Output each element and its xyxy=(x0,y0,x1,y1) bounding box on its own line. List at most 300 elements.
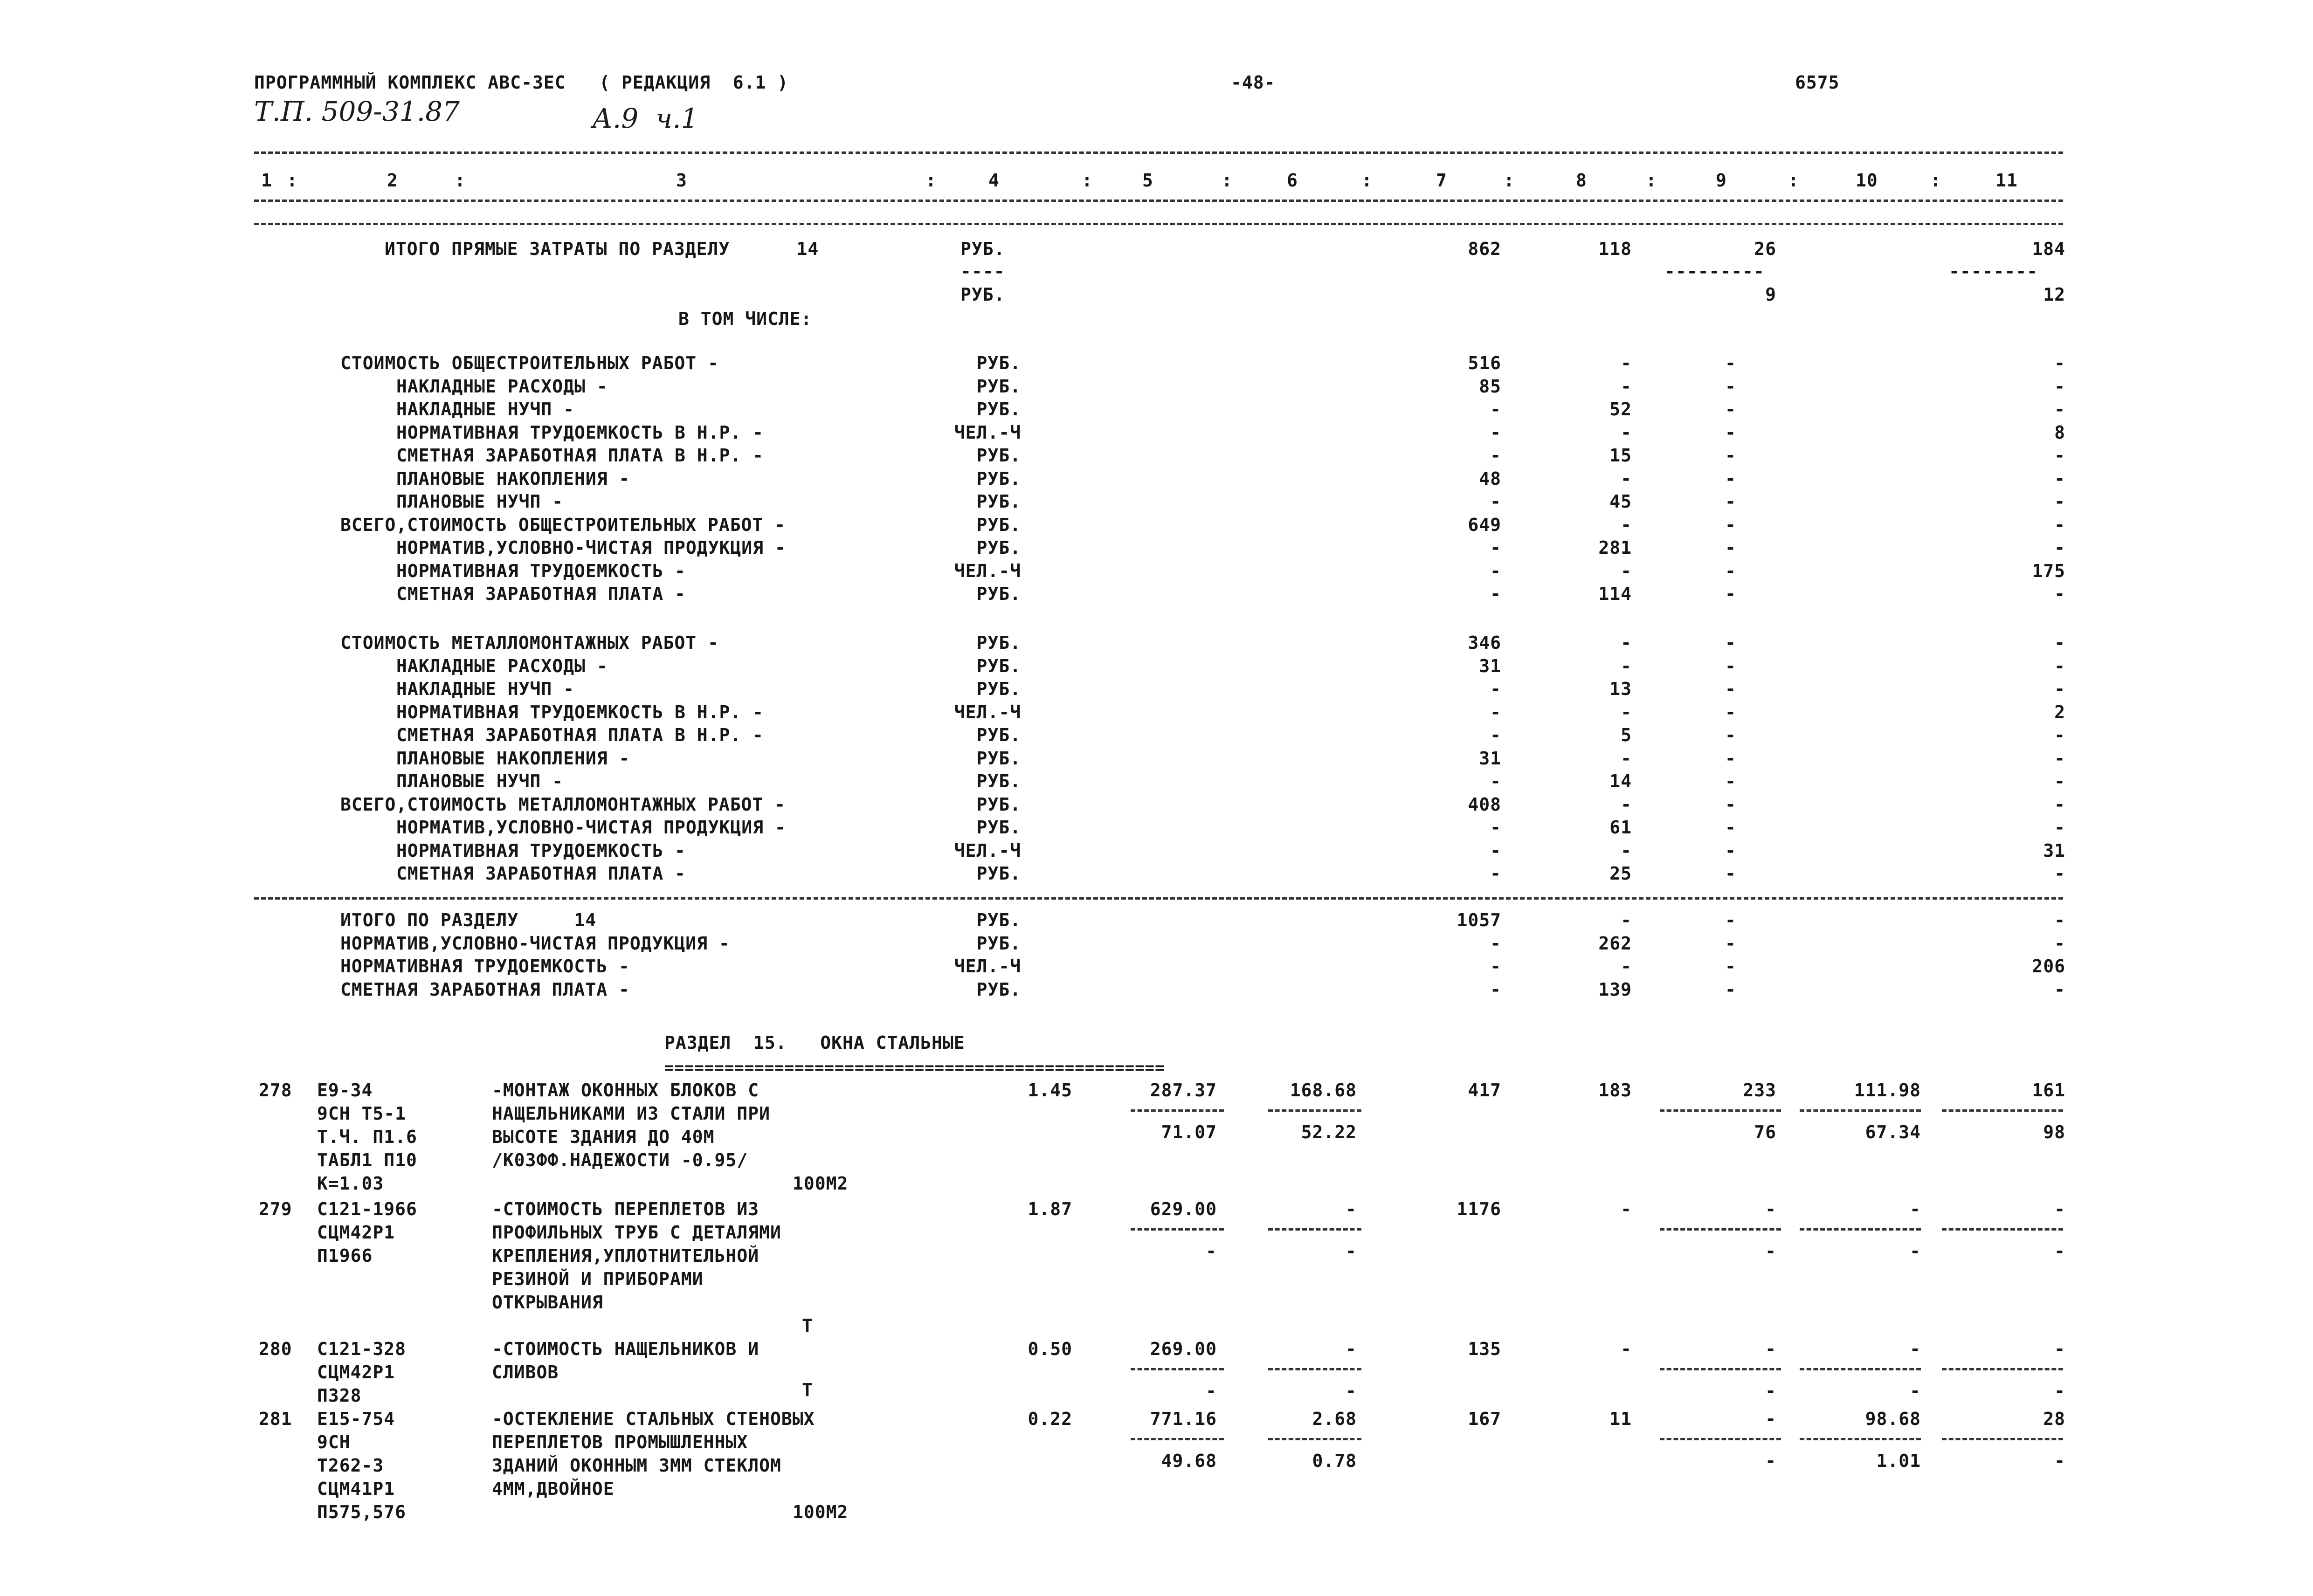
item-c7: 417 xyxy=(1468,1080,1501,1101)
item-value-rule xyxy=(1942,1368,2063,1370)
row-label: СТОИМОСТЬ ОБЩЕСТРОИТЕЛЬНЫХ РАБОТ - xyxy=(340,353,719,373)
row-c7: - xyxy=(1490,491,1501,512)
column-header-7: 7 xyxy=(1436,170,1447,191)
section-underline: ================================================== xyxy=(664,1059,1165,1077)
item-code: СЦМ41Р1 xyxy=(317,1479,395,1499)
item-code: СЦМ42Р1 xyxy=(317,1222,395,1243)
item-c10b: 1.01 xyxy=(1876,1451,1921,1471)
item-c5: 287.37 xyxy=(1150,1080,1217,1101)
item-value-rule xyxy=(1131,1368,1224,1370)
row-c7: - xyxy=(1490,979,1501,1000)
row-c11: - xyxy=(2054,979,2065,1000)
row-c11: - xyxy=(2054,633,2065,653)
row-c11: - xyxy=(2054,376,2065,397)
item-code: СЦМ42Р1 xyxy=(317,1362,395,1383)
column-separator: : xyxy=(1361,170,1373,191)
row-c8: 61 xyxy=(1609,817,1632,838)
item-value-rule xyxy=(1660,1368,1781,1370)
row-c9: - xyxy=(1725,794,1736,815)
row-c8: - xyxy=(1621,353,1632,373)
row-c7: 31 xyxy=(1479,748,1501,769)
item-c9b: - xyxy=(1765,1381,1776,1401)
item-value-rule xyxy=(1131,1228,1224,1231)
header-bottom-rule-2 xyxy=(254,223,2063,225)
item-description: -ОСТЕКЛЕНИЕ СТАЛЬНЫХ СТЕНОВЫХ xyxy=(492,1409,815,1429)
row-c8: 45 xyxy=(1609,491,1632,512)
item-c4: 0.22 xyxy=(1028,1409,1072,1429)
row-label: НОРМАТИВНАЯ ТРУДОЕМКОСТЬ - xyxy=(396,840,686,861)
row-c11: - xyxy=(2054,817,2065,838)
row-label: СМЕТНАЯ ЗАРАБОТНАЯ ПЛАТА - xyxy=(340,979,630,1000)
row-c9: - xyxy=(1725,725,1736,745)
row-c8: 14 xyxy=(1609,771,1632,791)
item-c8: - xyxy=(1621,1339,1632,1359)
header-bottom-rule xyxy=(254,200,2063,202)
item-code: Т262-3 xyxy=(317,1455,384,1476)
row-label: СМЕТНАЯ ЗАРАБОТНАЯ ПЛАТА В Н.Р. - xyxy=(396,725,764,745)
column-header-9: 9 xyxy=(1716,170,1727,191)
item-code: Е9-34 xyxy=(317,1080,373,1101)
row-c9: - xyxy=(1725,422,1736,443)
item-c4: 1.45 xyxy=(1028,1080,1072,1101)
item-description: ОТКРЫВАНИЯ xyxy=(492,1292,603,1313)
row-c9: - xyxy=(1725,771,1736,791)
item-c11: - xyxy=(2054,1339,2065,1359)
row-c8: 25 xyxy=(1609,863,1632,884)
row-unit: ЧЕЛ.-Ч xyxy=(954,840,1021,861)
row-unit: РУБ. xyxy=(976,376,1021,397)
item-description: КРЕПЛЕНИЯ,УПЛОТНИТЕЛЬНОЙ xyxy=(492,1245,759,1266)
item-code: Е15-754 xyxy=(317,1409,395,1429)
row-c7: 85 xyxy=(1479,376,1501,397)
row-c7: 649 xyxy=(1468,515,1501,535)
row-label: НАКЛАДНЫЕ НУЧП - xyxy=(396,679,575,699)
item-value-rule xyxy=(1268,1109,1361,1112)
item-code: П328 xyxy=(317,1385,362,1406)
row-label: НОРМАТИВ,УСЛОВНО-ЧИСТАЯ ПРОДУКЦИЯ - xyxy=(396,817,786,838)
row-c11: - xyxy=(2054,794,2065,815)
row-label: СМЕТНАЯ ЗАРАБОТНАЯ ПЛАТА - xyxy=(396,863,686,884)
row-c9: - xyxy=(1725,817,1736,838)
item-c10: - xyxy=(1910,1199,1921,1219)
row-c9: - xyxy=(1725,584,1736,604)
row-c8: - xyxy=(1621,702,1632,722)
row-c9: - xyxy=(1725,353,1736,373)
item-description: НАЩЕЛЬНИКАМИ ИЗ СТАЛИ ПРИ xyxy=(492,1103,770,1124)
item-value-rule xyxy=(1800,1109,1921,1112)
row-label: НАКЛАДНЫЕ НУЧП - xyxy=(396,399,575,420)
row-label: НОРМАТИВНАЯ ТРУДОЕМКОСТЬ - xyxy=(340,956,630,977)
row-unit: РУБ. xyxy=(976,817,1021,838)
row-label: НОРМАТИВНАЯ ТРУДОЕМКОСТЬ - xyxy=(396,561,686,581)
item-c9b: - xyxy=(1765,1241,1776,1261)
row-label: НАКЛАДНЫЕ РАСХОДЫ - xyxy=(396,656,608,676)
item-c11b: 98 xyxy=(2043,1122,2065,1142)
row-unit: ЧЕЛ.-Ч xyxy=(954,702,1021,722)
row-c9: - xyxy=(1725,748,1736,769)
item-c9b: 76 xyxy=(1754,1122,1776,1142)
row-unit: РУБ. xyxy=(976,679,1021,699)
item-c6b: 52.22 xyxy=(1301,1122,1357,1142)
item-code: С121-1966 xyxy=(317,1199,417,1219)
item-value-rule xyxy=(1131,1109,1224,1112)
row-c11: - xyxy=(2054,445,2065,466)
row-c9: - xyxy=(1725,561,1736,581)
item-description: -МОНТАЖ ОКОННЫХ БЛОКОВ С xyxy=(492,1080,759,1101)
item-c4: 1.87 xyxy=(1028,1199,1072,1219)
item-c10b: 67.34 xyxy=(1865,1122,1921,1142)
row-c9: - xyxy=(1725,679,1736,699)
item-unit-note: Т xyxy=(802,1380,813,1400)
column-separator: : xyxy=(1788,170,1799,191)
item-description: ЗДАНИЙ ОКОННЫМ 3ММ СТЕКЛОМ xyxy=(492,1455,781,1476)
item-c6: 168.68 xyxy=(1290,1080,1357,1101)
row-c8: - xyxy=(1621,956,1632,977)
row-c8: - xyxy=(1621,468,1632,489)
item-code: П1966 xyxy=(317,1245,373,1266)
item-c8: 183 xyxy=(1598,1080,1632,1101)
row-unit: РУБ. xyxy=(976,863,1021,884)
row-c9: - xyxy=(1725,515,1736,535)
row-c8: 139 xyxy=(1598,979,1632,1000)
row-c11: - xyxy=(2054,863,2065,884)
row-c9: - xyxy=(1725,956,1736,977)
row-label: НОРМАТИВ,УСЛОВНО-ЧИСТАЯ ПРОДУКЦИЯ - xyxy=(396,537,786,558)
row-c7: - xyxy=(1490,445,1501,466)
column-separator: : xyxy=(925,170,937,191)
item-description: РЕЗИНОЙ И ПРИБОРАМИ xyxy=(492,1269,704,1289)
row-c8: 114 xyxy=(1598,584,1632,604)
row-c7: - xyxy=(1490,399,1501,420)
row-label: ПЛАНОВЫЕ НАКОПЛЕНИЯ - xyxy=(396,748,630,769)
row-c9: - xyxy=(1725,933,1736,954)
handwritten-sheet: А.9 ч.1 xyxy=(592,103,698,134)
item-c5b: - xyxy=(1206,1241,1217,1261)
column-separator: : xyxy=(1222,170,1233,191)
row-unit: РУБ. xyxy=(976,910,1021,930)
row-c8: 52 xyxy=(1609,399,1632,420)
row-c9: - xyxy=(1725,445,1736,466)
row-c8: - xyxy=(1621,794,1632,815)
row-c7: 408 xyxy=(1468,794,1501,815)
item-value-rule xyxy=(1268,1438,1361,1440)
item-code: С121-328 xyxy=(317,1339,407,1359)
item-c10: 111.98 xyxy=(1854,1080,1921,1101)
row-c8: - xyxy=(1621,656,1632,676)
item-c6b: - xyxy=(1346,1241,1357,1261)
row-c9: - xyxy=(1725,656,1736,676)
column-separator: : xyxy=(1646,170,1657,191)
row-c9: - xyxy=(1725,468,1736,489)
row-c8: - xyxy=(1621,422,1632,443)
item-value-rule xyxy=(1800,1228,1921,1231)
item-c11b: - xyxy=(2054,1451,2065,1471)
column-separator: : xyxy=(287,170,298,191)
item-value-rule xyxy=(1131,1438,1224,1440)
row-c8: 281 xyxy=(1598,537,1632,558)
row-label: НОРМАТИВНАЯ ТРУДОЕМКОСТЬ В Н.Р. - xyxy=(396,702,764,722)
item-description: ПРОФИЛЬНЫХ ТРУБ С ДЕТАЛЯМИ xyxy=(492,1222,781,1243)
row-unit: РУБ. xyxy=(976,353,1021,373)
item-c6b: 0.78 xyxy=(1312,1451,1357,1471)
program-header: ПРОГРАММНЫЙ КОМПЛЕКС АВС-3ЕС ( РЕДАКЦИЯ 6.1 ) xyxy=(254,72,789,93)
row-c7: - xyxy=(1490,863,1501,884)
row-c9: - xyxy=(1725,537,1736,558)
item-value-rule xyxy=(1942,1228,2063,1231)
row-unit: РУБ. xyxy=(976,537,1021,558)
item-description: СЛИВОВ xyxy=(492,1362,559,1383)
column-separator: : xyxy=(1082,170,1093,191)
item-c6: 2.68 xyxy=(1312,1409,1357,1429)
row-label: ВСЕГО,СТОИМОСТЬ ОБЩЕСТРОИТЕЛЬНЫХ РАБОТ - xyxy=(340,515,786,535)
item-code: П575,576 xyxy=(317,1502,407,1522)
row-c8: - xyxy=(1621,633,1632,653)
row-label: НОРМАТИВ,УСЛОВНО-ЧИСТАЯ ПРОДУКЦИЯ - xyxy=(340,933,730,954)
item-c11b: - xyxy=(2054,1381,2065,1401)
item-c8: 11 xyxy=(1609,1409,1632,1429)
row-c9: - xyxy=(1725,399,1736,420)
item-c9: 233 xyxy=(1743,1080,1776,1101)
item-unit-note: 100М2 xyxy=(793,1173,849,1194)
row-c9: - xyxy=(1725,840,1736,861)
row-c11: - xyxy=(2054,399,2065,420)
item-number: 280 xyxy=(259,1339,292,1359)
row-c7: - xyxy=(1490,537,1501,558)
item-description: -СТОИМОСТЬ ПЕРЕПЛЕТОВ ИЗ xyxy=(492,1199,759,1219)
row-unit: РУБ. xyxy=(976,468,1021,489)
item-description: /К03ФФ.НАДЕЖОСТИ -0.95/ xyxy=(492,1150,748,1170)
summary-unit: РУБ. xyxy=(960,239,1005,259)
row-unit: ЧЕЛ.-Ч xyxy=(954,422,1021,443)
item-c10b: - xyxy=(1910,1241,1921,1261)
summary-c9: 26 xyxy=(1754,239,1776,259)
column-header-1: 1 xyxy=(261,170,272,191)
document-number: 6575 xyxy=(1795,72,1840,93)
row-c8: - xyxy=(1621,748,1632,769)
item-value-rule xyxy=(1800,1438,1921,1440)
row-c8: - xyxy=(1621,910,1632,930)
row-c7: 346 xyxy=(1468,633,1501,653)
row-c7: - xyxy=(1490,679,1501,699)
row-c7: - xyxy=(1490,702,1501,722)
row-c11: - xyxy=(2054,933,2065,954)
item-c8: - xyxy=(1621,1199,1632,1219)
row-label: НОРМАТИВНАЯ ТРУДОЕМКОСТЬ В Н.Р. - xyxy=(396,422,764,443)
row-unit: РУБ. xyxy=(976,933,1021,954)
item-code: ТАБЛ1 П10 xyxy=(317,1150,417,1170)
summary-c11-dash: -------- xyxy=(1949,261,2038,282)
row-c7: 48 xyxy=(1479,468,1501,489)
summary-unit-2: РУБ. xyxy=(960,284,1005,305)
row-c7: - xyxy=(1490,956,1501,977)
row-c7: - xyxy=(1490,933,1501,954)
row-unit: РУБ. xyxy=(976,748,1021,769)
column-separator: : xyxy=(1504,170,1515,191)
item-code: Т.Ч. П1.6 xyxy=(317,1127,417,1147)
row-c8: - xyxy=(1621,561,1632,581)
summary-c11: 184 xyxy=(2032,239,2065,259)
item-description: -СТОИМОСТЬ НАЩЕЛЬНИКОВ И xyxy=(492,1339,759,1359)
item-code: 9СН Т5-1 xyxy=(317,1103,407,1124)
item-number: 278 xyxy=(259,1080,292,1101)
row-c9: - xyxy=(1725,979,1736,1000)
row-unit: РУБ. xyxy=(976,794,1021,815)
row-c11: 31 xyxy=(2043,840,2065,861)
row-c8: 5 xyxy=(1621,725,1632,745)
row-c11: - xyxy=(2054,491,2065,512)
column-separator: : xyxy=(455,170,466,191)
row-c7: - xyxy=(1490,584,1501,604)
item-value-rule xyxy=(1660,1109,1781,1112)
item-code: 9СН xyxy=(317,1432,351,1452)
item-description: 4ММ,ДВОЙНОЕ xyxy=(492,1479,614,1499)
row-c11: - xyxy=(2054,468,2065,489)
row-unit: РУБ. xyxy=(976,445,1021,466)
item-value-rule xyxy=(1800,1368,1921,1370)
item-c6: - xyxy=(1346,1199,1357,1219)
item-number: 281 xyxy=(259,1409,292,1429)
item-c9: - xyxy=(1765,1199,1776,1219)
item-description: ВЫСОТЕ ЗДАНИЯ ДО 40М xyxy=(492,1127,715,1147)
item-c9: - xyxy=(1765,1339,1776,1359)
row-c8: 13 xyxy=(1609,679,1632,699)
row-c11: 8 xyxy=(2054,422,2065,443)
row-c8: - xyxy=(1621,840,1632,861)
column-header-10: 10 xyxy=(1856,170,1878,191)
column-header-2: 2 xyxy=(387,170,398,191)
item-c9b: - xyxy=(1765,1451,1776,1471)
column-header-3: 3 xyxy=(676,170,687,191)
summary-unit-dash: ---- xyxy=(960,261,1005,282)
row-c7: - xyxy=(1490,817,1501,838)
row-label: СМЕТНАЯ ЗАРАБОТНАЯ ПЛАТА В Н.Р. - xyxy=(396,445,764,466)
row-unit: РУБ. xyxy=(976,633,1021,653)
row-c8: 262 xyxy=(1598,933,1632,954)
item-value-rule xyxy=(1660,1228,1781,1231)
item-c6b: - xyxy=(1346,1381,1357,1401)
including-label: В ТОМ ЧИСЛЕ: xyxy=(678,309,812,329)
row-c7: - xyxy=(1490,422,1501,443)
row-c11: - xyxy=(2054,771,2065,791)
item-c5b: - xyxy=(1206,1381,1217,1401)
item-c11: 28 xyxy=(2043,1409,2065,1429)
item-value-rule xyxy=(1268,1368,1361,1370)
column-header-4: 4 xyxy=(988,170,1000,191)
item-c5b: 71.07 xyxy=(1161,1122,1217,1142)
row-c11: 175 xyxy=(2032,561,2065,581)
row-c7: - xyxy=(1490,561,1501,581)
row-label: НАКЛАДНЫЕ РАСХОДЫ - xyxy=(396,376,608,397)
item-c11b: - xyxy=(2054,1241,2065,1261)
row-c8: - xyxy=(1621,376,1632,397)
row-c9: - xyxy=(1725,491,1736,512)
row-c8: 15 xyxy=(1609,445,1632,466)
row-c11: - xyxy=(2054,748,2065,769)
column-separator: : xyxy=(1930,170,1941,191)
item-c6: - xyxy=(1346,1339,1357,1359)
column-header-8: 8 xyxy=(1576,170,1587,191)
row-c7: 516 xyxy=(1468,353,1501,373)
row-unit: РУБ. xyxy=(976,979,1021,1000)
section-title: РАЗДЕЛ 15. ОКНА СТАЛЬНЫЕ xyxy=(664,1032,965,1053)
row-c7: - xyxy=(1490,771,1501,791)
item-c10b: - xyxy=(1910,1381,1921,1401)
row-c9: - xyxy=(1725,863,1736,884)
row-unit: РУБ. xyxy=(976,399,1021,420)
row-unit: РУБ. xyxy=(976,725,1021,745)
item-c5: 629.00 xyxy=(1150,1199,1217,1219)
row-label: ПЛАНОВЫЕ НУЧП - xyxy=(396,491,564,512)
row-label: ПЛАНОВЫЕ НАКОПЛЕНИЯ - xyxy=(396,468,630,489)
row-unit: ЧЕЛ.-Ч xyxy=(954,956,1021,977)
item-unit-note: Т xyxy=(802,1315,813,1336)
item-value-rule xyxy=(1660,1438,1781,1440)
item-c10: - xyxy=(1910,1339,1921,1359)
row-c11: 2 xyxy=(2054,702,2065,722)
item-c10: 98.68 xyxy=(1865,1409,1921,1429)
header-top-rule xyxy=(254,151,2063,154)
totals-top-rule xyxy=(254,897,2063,900)
row-c8: - xyxy=(1621,515,1632,535)
row-c9: - xyxy=(1725,910,1736,930)
row-c11: - xyxy=(2054,353,2065,373)
summary-c9b: 9 xyxy=(1765,284,1776,305)
page-number: -48- xyxy=(1231,72,1276,93)
item-unit-note: 100М2 xyxy=(793,1502,849,1522)
row-c9: - xyxy=(1725,633,1736,653)
item-c9: - xyxy=(1765,1409,1776,1429)
row-unit: РУБ. xyxy=(976,656,1021,676)
item-value-rule xyxy=(1942,1109,2063,1112)
row-c11: - xyxy=(2054,910,2065,930)
item-c5b: 49.68 xyxy=(1161,1451,1217,1471)
summary-label: ИТОГО ПРЯМЫЕ ЗАТРАТЫ ПО РАЗДЕЛУ 14 xyxy=(385,239,819,259)
row-unit: РУБ. xyxy=(976,584,1021,604)
row-c11: - xyxy=(2054,725,2065,745)
item-c4: 0.50 xyxy=(1028,1339,1072,1359)
item-value-rule xyxy=(1268,1228,1361,1231)
row-c11: 206 xyxy=(2032,956,2065,977)
item-description: ПЕРЕПЛЕТОВ ПРОМЫШЛЕННЫХ xyxy=(492,1432,748,1452)
item-code: К=1.03 xyxy=(317,1173,384,1194)
row-label: ВСЕГО,СТОИМОСТЬ МЕТАЛЛОМОНТАЖНЫХ РАБОТ - xyxy=(340,794,786,815)
summary-c8: 118 xyxy=(1598,239,1632,259)
row-c7: 1057 xyxy=(1457,910,1501,930)
row-unit: РУБ. xyxy=(976,515,1021,535)
row-unit: РУБ. xyxy=(976,771,1021,791)
summary-c9-dash: --------- xyxy=(1664,261,1765,282)
row-c9: - xyxy=(1725,702,1736,722)
item-c7: 1176 xyxy=(1457,1199,1501,1219)
column-header-11: 11 xyxy=(1995,170,2018,191)
column-header-5: 5 xyxy=(1142,170,1153,191)
row-c7: - xyxy=(1490,725,1501,745)
handwritten-project: Т.П. 509-31.87 xyxy=(254,96,460,127)
item-c11: 161 xyxy=(2032,1080,2065,1101)
row-c7: 31 xyxy=(1479,656,1501,676)
row-label: СМЕТНАЯ ЗАРАБОТНАЯ ПЛАТА - xyxy=(396,584,686,604)
item-c7: 135 xyxy=(1468,1339,1501,1359)
item-value-rule xyxy=(1942,1438,2063,1440)
summary-c7: 862 xyxy=(1468,239,1501,259)
item-c11: - xyxy=(2054,1199,2065,1219)
row-c11: - xyxy=(2054,584,2065,604)
row-c11: - xyxy=(2054,679,2065,699)
item-number: 279 xyxy=(259,1199,292,1219)
row-label: ПЛАНОВЫЕ НУЧП - xyxy=(396,771,564,791)
item-c5: 771.16 xyxy=(1150,1409,1217,1429)
summary-c11b: 12 xyxy=(2043,284,2065,305)
